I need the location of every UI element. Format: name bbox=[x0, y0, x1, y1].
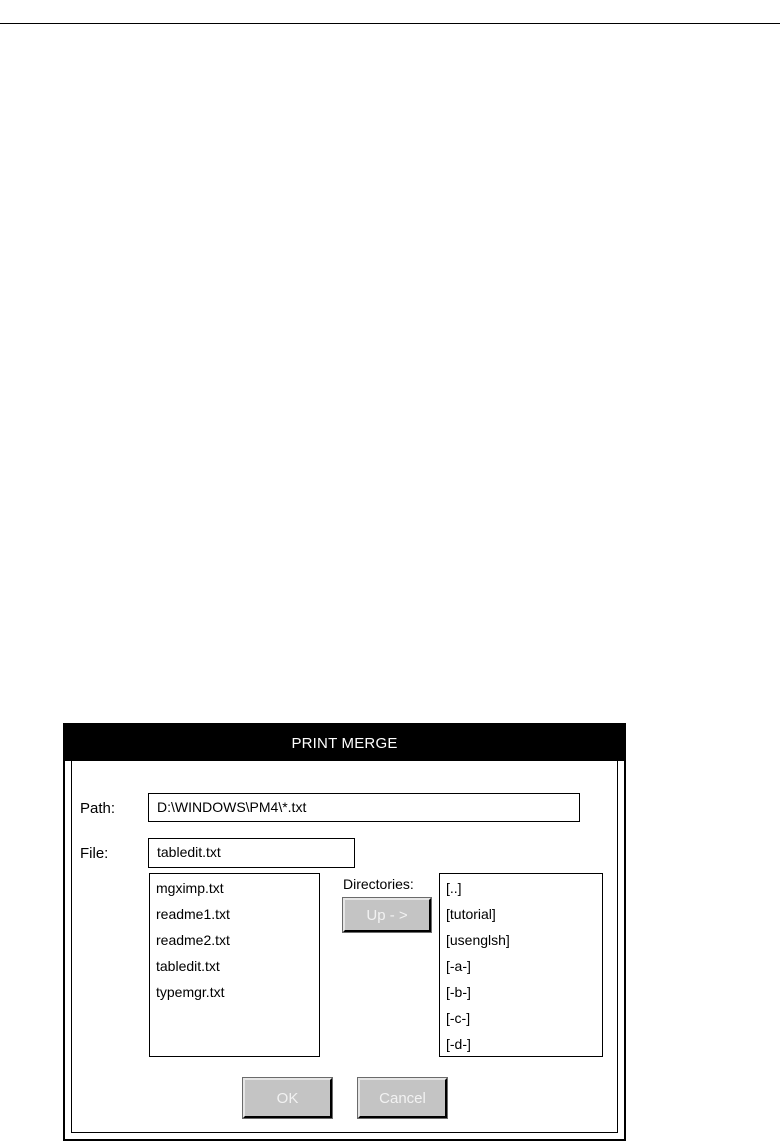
file-list-item[interactable]: typemgr.txt bbox=[156, 984, 225, 1000]
ok-button-label: OK bbox=[276, 1089, 299, 1107]
file-list-item[interactable]: readme1.txt bbox=[156, 906, 230, 922]
dialog-body bbox=[71, 761, 618, 1133]
ok-button[interactable] bbox=[243, 1078, 332, 1118]
directory-list-item[interactable]: [tutorial] bbox=[446, 906, 496, 922]
up-button-label: Up - > bbox=[366, 906, 408, 924]
directory-list-item[interactable]: [-a-] bbox=[446, 958, 471, 974]
cancel-button-label: Cancel bbox=[379, 1089, 426, 1107]
directory-list-item[interactable]: [-d-] bbox=[446, 1036, 471, 1052]
directory-list-item[interactable]: [-c-] bbox=[446, 1010, 471, 1026]
file-label: File: bbox=[80, 845, 109, 862]
directory-list-item[interactable]: [usenglsh] bbox=[446, 932, 510, 948]
file-list-item[interactable]: mgximp.txt bbox=[156, 880, 224, 896]
path-field[interactable] bbox=[148, 793, 580, 822]
file-list-item[interactable]: tabledit.txt bbox=[156, 958, 220, 974]
up-button[interactable] bbox=[343, 898, 431, 932]
directory-list-item[interactable]: [-b-] bbox=[446, 984, 471, 1000]
directory-list[interactable] bbox=[439, 873, 603, 1057]
top-rule bbox=[0, 23, 780, 24]
path-label: Path: bbox=[80, 800, 116, 817]
file-name-value: tabledit.txt bbox=[157, 844, 221, 860]
dialog-title-bar bbox=[65, 725, 624, 761]
file-list[interactable] bbox=[149, 873, 320, 1057]
path-value: D:\WINDOWS\PM4\*.txt bbox=[157, 799, 307, 815]
directories-label: Directories: bbox=[343, 876, 414, 892]
directory-list-item[interactable]: [..] bbox=[446, 880, 462, 896]
file-name-input[interactable] bbox=[148, 838, 355, 868]
dialog-title: PRINT MERGE bbox=[291, 734, 398, 752]
cancel-button[interactable] bbox=[358, 1078, 447, 1118]
file-list-item[interactable]: readme2.txt bbox=[156, 932, 230, 948]
print-merge-dialog bbox=[63, 723, 626, 1141]
